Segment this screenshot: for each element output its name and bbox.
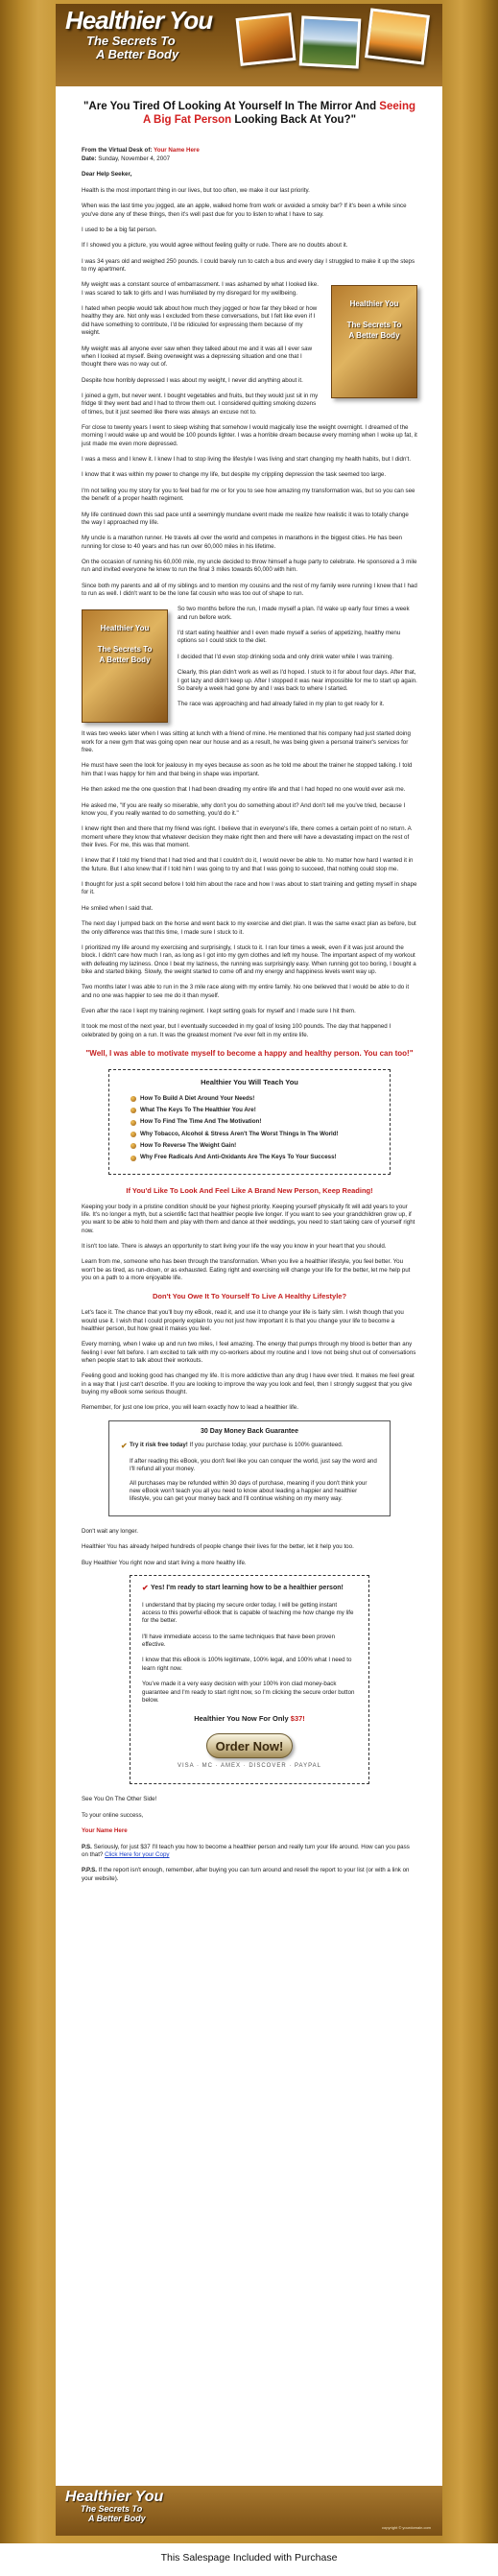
guarantee-item [121, 1442, 378, 1452]
story-section-b [82, 606, 417, 730]
paragraph: I'd start eating healthier and I even made myself a series of appetizing, healthy menu options so I could stick to the diet. [178, 630, 401, 645]
paragraph: Since both my parents and all of my siblings and to mention my cousins and the rest of my family were running I knew that I had to run as well. I didn't want to be the lone fat cousin who was too out of shape to run. [82, 582, 417, 598]
bullet-icon [130, 1108, 136, 1113]
from-name: Your Name Here [154, 146, 200, 154]
guarantee-item [121, 1458, 378, 1474]
paragraph: He asked me, "If you are really so miserable, why don't you do something about it? And don't tell me you've tried, because I know you, if you really wanted to do something, you'd do it." [82, 801, 406, 817]
teach-item-text: Why Free Radicals And Anti-Oxidants Are The Keys To Your Success! [140, 1154, 337, 1161]
paragraph: I know that this eBook is 100% legitimate, 100% legal, and 100% what I need to learn right now. [142, 1657, 352, 1672]
bullet-icon [130, 1143, 136, 1149]
teach-list-item [130, 1142, 378, 1150]
check-icon [121, 1458, 130, 1474]
paragraph: So two months before the run, I made myself a plan. I'd wake up early four times a week and run before work. [178, 606, 410, 621]
site-logo [65, 8, 228, 84]
teach-list-item [130, 1107, 378, 1114]
paragraph: Remember, for just one low price, you will learn exactly how to lead a healthier life. [82, 1404, 298, 1412]
order-box-title-text: Yes! I'm ready to start learning how to be a healthier person! [151, 1584, 344, 1591]
closing-name: Your Name Here [82, 1827, 128, 1835]
guarantee-item-bold: Try it risk free today! [130, 1442, 188, 1449]
teach-item-text: How To Reverse The Weight Gain! [140, 1142, 237, 1150]
guarantee-item-text: If you purchase today, your purchase is 100% guaranteed. [187, 1442, 344, 1449]
bullet-icon [130, 1132, 136, 1137]
check-icon [121, 1480, 130, 1504]
paragraph: I know that it was within my power to change my life, but despite my crippling depression the task seemed too large. [82, 471, 387, 479]
teach-item-text: What The Keys To The Healthier You Are! [140, 1106, 256, 1113]
teach-list [121, 1095, 378, 1162]
date-value: Sunday, November 4, 2007 [98, 155, 171, 163]
closing-section [82, 1796, 417, 1883]
ps-label: P.S. [82, 1843, 92, 1850]
order-box-title [142, 1584, 357, 1594]
price-text: Healthier You Now For Only [194, 1714, 291, 1724]
content-paper [56, 86, 442, 2486]
paragraph: Buy Healthier You right now and start living a more healthy life. [82, 1559, 247, 1566]
payment-cards: VISA · MC · AMEX · DISCOVER · PAYPAL [177, 1763, 322, 1770]
paragraph: My weight was a constant source of embarrassment. I was ashamed by what I looked like. I was scared to talk to girls and I was humiliated by my disregard for my wellbeing. [82, 281, 319, 297]
ebook-cover-image-2: Healthier You The Secrets To A Better Body [82, 609, 168, 723]
paragraph: Despite how horribly depressed I was about my weight, I never did anything about it. [82, 376, 303, 384]
paragraph: I hated when people would talk about how much they jogged or how far they biked or how healthy they are. Not only was I excluded from these conversations, but I felt like even if I did have something to contribute, I'd be ridiculed for expressing them because of my weight. [82, 305, 318, 337]
teach-list-item [130, 1095, 378, 1103]
paragraph: Feeling good and looking good has changed my life. It is more addictive than any drug I have ever tried. It makes me feel great in a way that I just can't describe. If you are looking to improve the way you look and feel, then I strongly suggest that you give buying my eBook some serious thought. [82, 1372, 415, 1396]
section-d [82, 1204, 417, 1283]
check-icon: ✔ [121, 1442, 128, 1451]
from-line [82, 147, 417, 155]
teach-item-text: How To Build A Diet Around Your Needs! [140, 1094, 255, 1102]
paragraph: My uncle is a marathon runner. He travels all over the world and competes in marathons in the biggest cities. He has been running for close to 40 years and has run over 60,000 miles in his lifetime. [82, 535, 402, 550]
header-photo-sunset [236, 12, 296, 66]
logo-subtitle-2: A Better Body [96, 47, 179, 62]
paragraph: Every morning, when I wake up and run two miles, I feel amazing. The energy that pumps through my blood is better than any feeling I ever felt before. I am excited to talk with my co-workers about my routine and I love not being shut out of conversations when people start to talk about their workouts. [82, 1341, 416, 1364]
ps-text: Seriously, for just $37 I'll teach you how to become a healthier person and really turn your life around. How can you pass on that? [82, 1843, 410, 1858]
pps-line [82, 1867, 417, 1883]
teach-item-text: How To Find The Time And The Motivation! [140, 1118, 262, 1126]
content-column [82, 86, 417, 1891]
ebook-cover-image: Healthier You The Secrets To A Better Body [331, 285, 417, 398]
teach-box [108, 1069, 391, 1175]
paragraph: I knew right then and there that my friend was right. I believe that in everyone's life, there comes a certain point of no return. A moment where they know that whatever decision they make right then and there will have a devastating impact on the rest of their lives. For me, this was that moment. [82, 825, 412, 848]
teach-list-item [130, 1131, 378, 1138]
paragraph: I was a mess and I knew it. I knew I had to stop living the lifestyle I was living and start changing my health habits, but I didn't. [82, 456, 412, 464]
teach-list-item [130, 1118, 378, 1126]
subheadline-owe-yourself: Don't You Owe It To Yourself To Live A Healthy Lifestyle? [152, 1292, 347, 1301]
date-line [82, 155, 417, 163]
paragraph: I understand that by placing my secure order today, I will be getting instant access to this powerful eBook that is capable of teaching me how change my life for the better. [142, 1601, 354, 1625]
guarantee-item [121, 1480, 378, 1504]
paragraph: I used to be a big fat person. [82, 226, 157, 233]
price-value: $37! [290, 1714, 305, 1724]
footer-banner [56, 2486, 442, 2536]
paragraph: I decided that I'd even stop drinking soda and only drink water while I was training. [178, 653, 394, 660]
paragraph: Two months later I was able to run in the 3 mile race along with my entire family. No one believed that I would be able to do it and no one was happier to see me do it than myself. [82, 984, 410, 999]
story-section-a [82, 187, 417, 599]
price-line [142, 1714, 357, 1724]
salutation: Dear Help Seeker, [82, 171, 132, 179]
footer-logo-subtitle-1: The Secrets To [81, 2504, 143, 2514]
headline-part-1: "Are You Tired Of Looking At Yourself In The Mirror And [83, 101, 380, 112]
footer-logo-title: Healthier You [65, 2489, 164, 2505]
bullet-icon [130, 1156, 136, 1161]
subheadline-keep-reading: If You'd Like To Look And Feel Like A Brand New Person, Keep Reading! [126, 1185, 373, 1195]
paragraph: Keeping your body in a pristine condition should be your highest priority. Keeping yourself physically fit will add years to your life. It's no longer a myth, but a scientific fact that healthier people live longer. If you want to see your grandchildren grow up, if you want to be able to hold them and play with them and dance at their weddings, you need to start taking care of yourself right now. [82, 1203, 415, 1234]
story-section-c [82, 730, 417, 1039]
paragraph: Clearly, this plan didn't work as well as I'd hoped. I stuck to it for about four days. After that, I got lazy and didn't keep up. After I stopped it was near impossible for me to start up again. So barely a week had gone by and I was back to where I started. [178, 669, 417, 692]
footer-copyright: copyright © yourdomain.com [382, 2524, 431, 2530]
logo-title: Healthier You [65, 6, 213, 35]
paragraph: My life continued down this sad pace until a seemingly mundane event made me realize how realistic it was to totally change the way I approached my life. [82, 511, 409, 526]
guarantee-item-text: All purchases may be refunded within 30 days of purchase, meaning if you don't think your new eBook won't teach you all you need to know about leading a happier and healthier lifestyle, you can get your money back and I'll continue wishing on my merry way. [130, 1479, 368, 1503]
closing-line: See You On The Other Side! [82, 1796, 157, 1803]
paragraph: It took me most of the next year, but I eventually succeeded in my goal of losing 100 pounds. The day that happened I celebrated by going on a run. It was the greatest moment I've ever felt in my entire life. [82, 1023, 391, 1038]
paragraph: Learn from me, someone who has been through the transformation. When you live a healthier lifestyle, you feel better. You won't be as tired, as run-down, or as exhausted. Eating right and exercising will change your life for the better, let me help put you on a path to a more enjoyable life. [82, 1258, 411, 1282]
paragraph: Healthier You has already helped hundreds of people change their lives for the better, let it help you too. [82, 1543, 354, 1551]
bullet-icon [130, 1120, 136, 1126]
paragraph: It isn't too late. There is always an opportunity to start living your life the way you know in your heart that you should. [82, 1242, 387, 1250]
footer-logo-subtitle-2: A Better Body [88, 2513, 146, 2523]
guarantee-box [108, 1420, 391, 1516]
logo-subtitle-1: The Secrets To [86, 34, 176, 48]
date-label: Date: [82, 155, 99, 163]
paragraph: I prioritized my life around my exercising and surprisingly, I stuck to it. I ran four times a week, even if it was just around the block. I didn't care how much I ran, as long as I got into my gym clothes and left my house. The important aspect of my workout with defeating my laziness. Once I beat my laziness, the running was surprisingly easy. When running got too boring, I bought a bike and started biking. Slowly, the weight started to come off and my energy and happiness levels went way up. [82, 943, 416, 975]
paragraph: If I showed you a picture, you would agree without feeling guilty or rude. There are no doubts about it. [82, 242, 348, 250]
page-caption: This Salespage Included with Purchase [160, 2552, 338, 2564]
header-banner [56, 4, 442, 86]
paragraph: Let's face it. The chance that you'll buy my eBook, read it, and use it to change your life is fairly slim. I wish though that you would use it. I wish that I could properly explain to you not just how important it is that you change your life to become a healthier person, but how great it makes you feel. [82, 1309, 404, 1332]
paragraph: It was two weeks later when I was sitting at lunch with a friend of mine. He mentioned that his company had just started doing work for a new gym that was going open near our house and as a result, he was being given a personal trainer's services for free. [82, 730, 411, 754]
paragraph: Even after the race I kept my training regiment. I kept setting goals for myself and I made sure I hit them. [82, 1008, 356, 1015]
paragraph: I'll have immediate access to the same techniques that have been proven effective. [142, 1633, 336, 1649]
order-now-button[interactable]: Order Now! [206, 1733, 293, 1758]
paragraph: Health is the most important thing in our lives, but too often, we make it our last priority. [82, 186, 310, 194]
paragraph: He must have seen the look for jealousy in my eyes because as soon as he told me about the trainer he stopped talking. I told him that I was happy for him and that being in shape was important. [82, 762, 413, 777]
paragraph: On the occasion of running his 60,000 mile, my uncle decided to throw himself a huge party to celebrate. He sponsored a 3 mile run and invited everyone he knew to run the final 3 miles towards 60,000 with him. [82, 558, 417, 574]
paragraph: For close to twenty years I went to sleep wishing that somehow I would magically lose the weight overnight. I dreamed of the morning I would wake up and would be 100 pounds lighter. I was a horrible dream because every morning when I woke up fat, it just made me even more depressed. [82, 424, 417, 447]
teach-item-text: Why Tobacco, Alcohol & Stress Aren't The Worst Things In The World! [140, 1130, 339, 1137]
paragraph: I knew that if I told my friend that I had tried and that I couldn't do it, I would never be able to. No matter how hard I wanted it in the future. But I also knew that if I told him I was going to try and that I was going to succeed, that nothing could stop me. [82, 857, 414, 872]
paragraph: I was 34 years old and weighed 250 pounds. I could barely run to catch a bus and every day I struggled to make it up the steps to my apartment. [82, 257, 415, 273]
header-photo-landscape [299, 15, 362, 68]
order-box [130, 1575, 369, 1785]
header-photo-runner [365, 8, 430, 64]
paragraph: The race was approaching and had already failed in my plan to get ready for it. [178, 701, 385, 708]
pps-label: P.P.S. [82, 1867, 97, 1874]
teach-list-item [130, 1154, 378, 1161]
paragraph: I joined a gym, but never went. I bought vegetables and fruits, but they would just sit in my fridge til they went bad and I had to throw them out. I considered quitting smoking dozens of times, but it just seemed like there was always an excuse not to. [82, 392, 319, 416]
headline-part-2: Looking Back At You?" [231, 114, 357, 127]
paragraph: My weight was all anyone ever saw when they talked about me and it was all I ever saw when I looked at myself. Being overweight was a depressing situation and one that I thought there was no way out of. [82, 345, 313, 369]
teach-box-title: Healthier You Will Teach You [201, 1077, 298, 1086]
paragraph: The next day I jumped back on the horse and went back to my exercise and diet plan. It was the same exact plan as before, but the only difference was that this time, I made sure I stuck to it. [82, 920, 416, 936]
closing-success: To your online success, [82, 1811, 144, 1819]
main-headline [82, 100, 417, 128]
guarantee-title: 30 Day Money Back Guarantee [201, 1427, 298, 1435]
ps-order-link[interactable]: Click Here for your Copy [105, 1850, 170, 1858]
paragraph: I thought for just a split second before I told him about the race and how I was about to start training and getting myself in shape for it. [82, 881, 417, 896]
headline-highlight: Seeing A Big Fat Person [142, 101, 416, 127]
paragraph: When was the last time you jogged, ate an apple, walked home from work or avoided a smoky bar? If it's been a while since you've done any of these things, then it's well past due for you to listen to what I have to say. [82, 203, 407, 218]
ps-line [82, 1844, 417, 1860]
section-e [82, 1309, 417, 1413]
paragraph: He then asked me the one question that I had been dreading my entire life and that I had hoped no one would ever ask me. [82, 786, 406, 794]
paragraph: He smiled when I said that. [82, 904, 154, 912]
from-label: From the Virtual Desk of: [82, 146, 154, 154]
check-icon: ✔ [142, 1583, 149, 1592]
pps-text: If the report isn't enough, remember, after buying you can turn around and resell the report to your list (or with a link on your website). [82, 1867, 410, 1882]
paragraph: Don't wait any longer. [82, 1527, 138, 1535]
section-f [82, 1528, 417, 1567]
guarantee-item-text: If after reading this eBook, you don't feel like you can conquer the world, just say the word and I'll refund all your money. [130, 1457, 377, 1473]
footer-logo [65, 2490, 163, 2524]
paragraph: I'm not telling you my story for you to feel bad for me or for you to see how amazing my transformation was, but so you can see the benefit of a proper health regiment. [82, 487, 415, 503]
paragraph: You've made it a very easy decision with your 100% iron clad money-back guarantee and I'm ready to start right now, so I'm clicking the secure order button below. [142, 1681, 355, 1704]
bullet-icon [130, 1096, 136, 1102]
motivation-quote: "Well, I was able to motivate myself to become a happy and healthy person. You can too!" [85, 1049, 414, 1059]
